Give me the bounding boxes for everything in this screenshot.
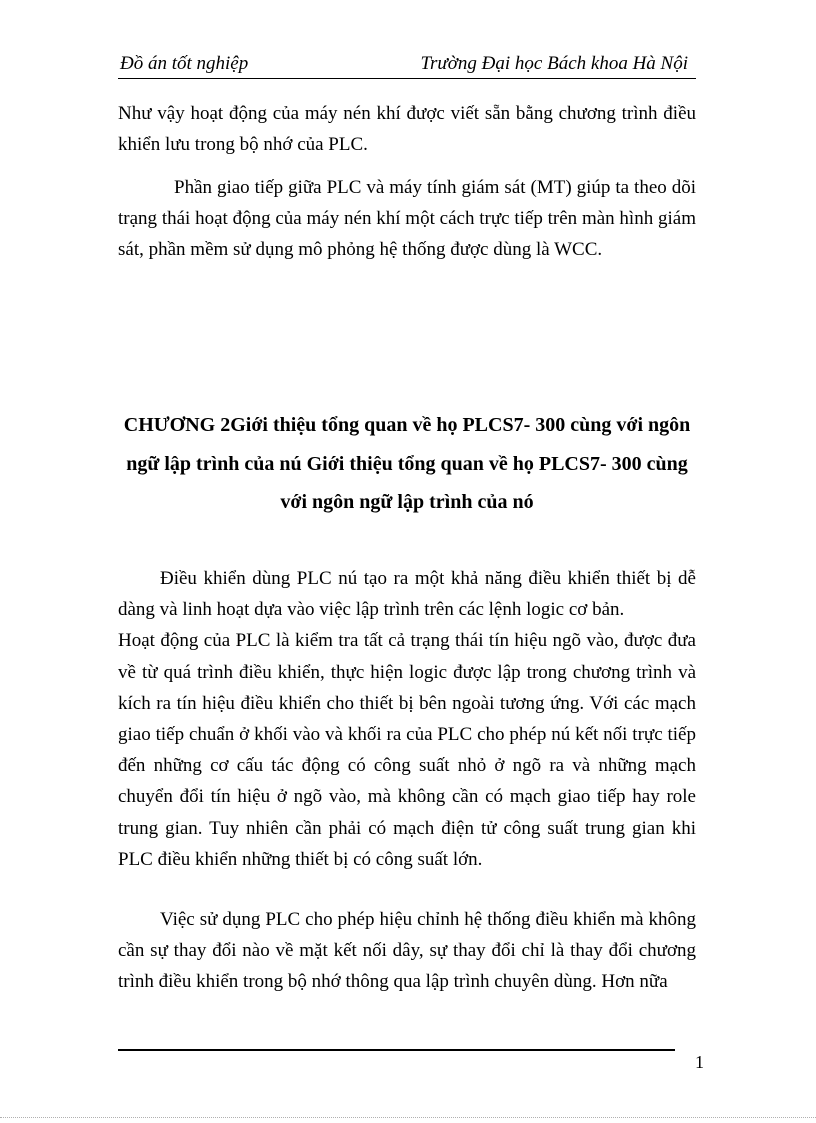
paragraph-plc-advantages xyxy=(118,904,696,998)
paragraph-plc-overview xyxy=(118,563,696,875)
paragraph-text: Hoạt động của PLC là kiểm tra tất cả trạng thái tín hiệu ngõ vào, được đưa về từ quá trình điều khiển, thực hiện logic được lập trong chương trình và kích ra tín hiệu điều khiển cho thiết bị bên ngoài tương ứng. Với các mạch giao tiếp chuẩn ở khối vào và khối ra của PLC cho phép nú kết nối trực tiếp đến những cơ cấu tác động có công suất nhỏ ở ngõ ra và những mạch chuyển đổi tín hiệu ở ngõ vào, mà không cần có mạch giao tiếp hay role trung gian. Tuy nhiên cần phải có mạch điện tử công suất trung gian khi PLC điều khiển những thiết bị có công suất lớn. xyxy=(118,630,696,870)
page-boundary-line xyxy=(0,1117,816,1118)
chapter-title: CHƯƠNG 2Giới thiệu tổng quan về họ PLCS7- 300 cùng với ngôn ngữ lập trình của nú Giới thiệu tổng quan về họ PLCS7- 300 cùng với ngôn ngữ lập trình của nó xyxy=(123,414,691,513)
paragraph-intro xyxy=(118,98,696,160)
paragraph-text: Như vậy hoạt động của máy nén khí được viết sẵn bằng chương trình điều khiển lưu trong bộ nhớ của PLC. xyxy=(118,103,696,156)
footer-divider xyxy=(118,1049,675,1051)
header-document-title: Đồ án tốt nghiệp xyxy=(120,53,249,74)
page-header xyxy=(118,50,696,79)
page-number: 1 xyxy=(695,1052,704,1072)
paragraph-text: Việc sử dụng PLC cho phép hiệu chỉnh hệ thống điều khiển mà không cần sự thay đổi nào về mặt kết nối dây, sự thay đổi chỉ là thay đổi chương trình điều khiển trong bộ nhớ thông qua lập trình chuyên dùng. Hơn nữa xyxy=(118,909,696,993)
paragraph-text: Phần giao tiếp giữa PLC và máy tính giám sát (MT) giúp ta theo dõi trạng thái hoạt động của máy nén khí một cách trực tiếp trên màn hình giám sát, phần mềm sử dụng mô phỏng hệ thống được dùng là WCC. xyxy=(118,177,696,261)
paragraph-text: Điều khiển dùng PLC nú tạo ra một khả năng điều khiển thiết bị dễ dàng và linh hoạt dựa vào việc lập trình trên các lệnh logic cơ bản. xyxy=(118,568,696,621)
header-university-name: Trường Đại học Bách khoa Hà Nội xyxy=(420,53,688,74)
paragraph-monitoring xyxy=(118,172,696,266)
